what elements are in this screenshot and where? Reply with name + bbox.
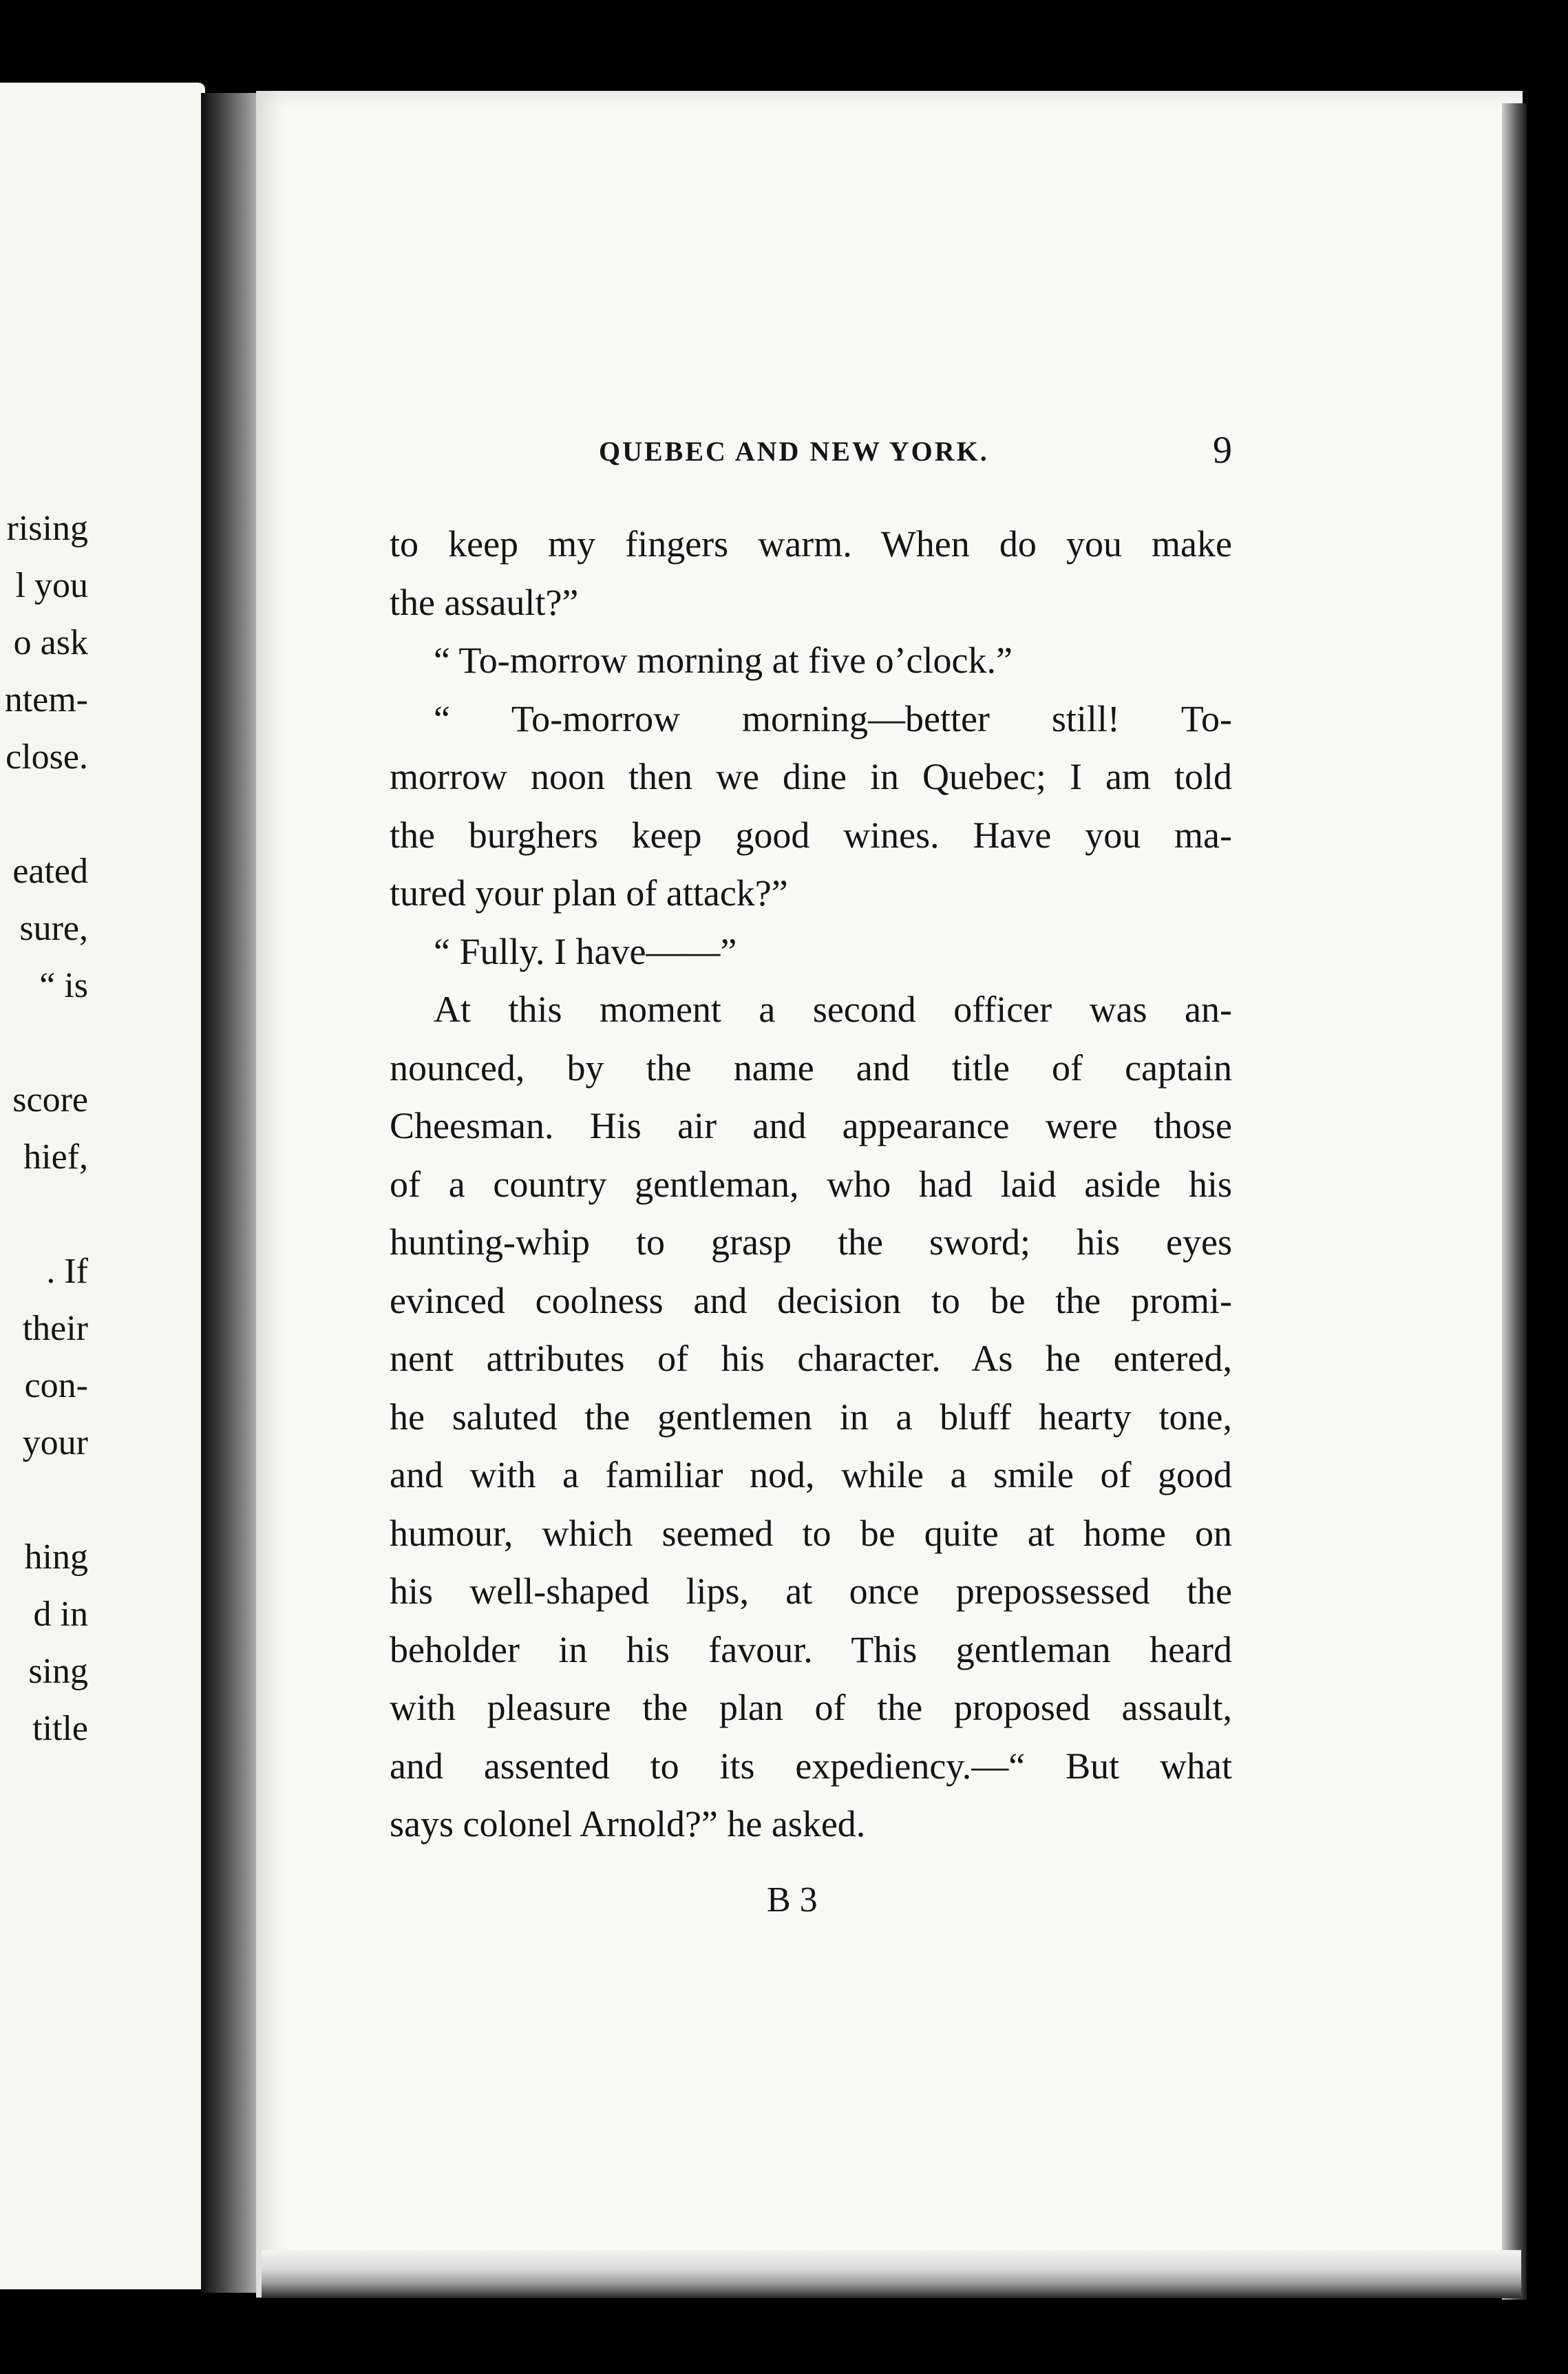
text-line: the assault?” bbox=[390, 581, 579, 623]
text-line: he saluted the gentlemen in a bluff hearty tone, bbox=[390, 1396, 1232, 1438]
text-line: the burghers keep good wines. Have you ma- bbox=[390, 814, 1232, 856]
text-line: nounced, by the name and title of captain bbox=[390, 1047, 1232, 1089]
text-line: nent attributes of his character. As he entered, bbox=[390, 1338, 1232, 1379]
facing-page-line: close. bbox=[6, 737, 88, 777]
text-line: and with a familiar nod, while a smile of good bbox=[390, 1454, 1232, 1495]
text-line: evinced coolness and decision to be the promi- bbox=[390, 1279, 1232, 1321]
facing-page-line: hing bbox=[24, 1537, 88, 1577]
facing-page-line: d in bbox=[33, 1595, 88, 1634]
facing-page-line: eated bbox=[12, 852, 88, 891]
facing-page-line: their bbox=[22, 1309, 88, 1348]
facing-page-line: ntem- bbox=[4, 680, 88, 719]
facing-page-line: rising bbox=[6, 509, 88, 548]
running-head: QUEBEC AND NEW YORK. bbox=[599, 436, 989, 467]
text-line: and assented to its expediency.—“ But what bbox=[390, 1745, 1232, 1787]
text-line: Cheesman. His air and appearance were those bbox=[390, 1105, 1232, 1146]
facing-page-line: “ is bbox=[39, 966, 88, 1005]
facing-page-line: sure, bbox=[19, 909, 88, 948]
text-line: his well-shaped lips, at once prepossessed the bbox=[390, 1571, 1232, 1612]
text-line: with pleasure the plan of the proposed assault, bbox=[390, 1687, 1232, 1728]
signature-mark: B 3 bbox=[767, 1880, 818, 1920]
text-line: “ To-morrow morning at five o’clock.” bbox=[434, 640, 1013, 681]
text-line: of a country gentleman, who had laid aside his bbox=[390, 1163, 1232, 1205]
facing-page bbox=[0, 83, 205, 2289]
text-line: tured your plan of attack?” bbox=[390, 872, 788, 914]
text-line: humour, which seemed to be quite at home on bbox=[390, 1512, 1232, 1554]
facing-page-line: sing bbox=[28, 1652, 88, 1691]
page-bottom-edge bbox=[262, 2250, 1521, 2298]
text-line: says colonel Arnold?” he asked. bbox=[390, 1803, 866, 1845]
body-text bbox=[390, 515, 1232, 1853]
page-number: 9 bbox=[1213, 429, 1232, 472]
facing-page-line: score bbox=[12, 1080, 88, 1120]
facing-page-line: l you bbox=[15, 566, 88, 605]
facing-page-line: con- bbox=[24, 1366, 88, 1405]
facing-page-line: title bbox=[32, 1709, 88, 1748]
facing-page-line: hief, bbox=[23, 1137, 88, 1177]
text-line: “ To-morrow morning—better still! To- bbox=[434, 697, 1232, 739]
text-line: At this moment a second officer was an- bbox=[434, 989, 1232, 1030]
page-edge-shadow bbox=[1502, 103, 1527, 2300]
text-line: morrow noon then we dine in Quebec; I am told bbox=[390, 756, 1232, 797]
text-line: beholder in his favour. This gentleman heard bbox=[390, 1628, 1232, 1670]
facing-page-line: . If bbox=[46, 1252, 88, 1291]
text-line: to keep my fingers warm. When do you make bbox=[390, 523, 1232, 565]
text-line: hunting-whip to grasp the sword; his eyes bbox=[390, 1221, 1232, 1263]
facing-page-line: your bbox=[22, 1423, 88, 1462]
text-line: “ Fully. I have——” bbox=[434, 930, 737, 972]
facing-page-line: o ask bbox=[13, 623, 88, 662]
